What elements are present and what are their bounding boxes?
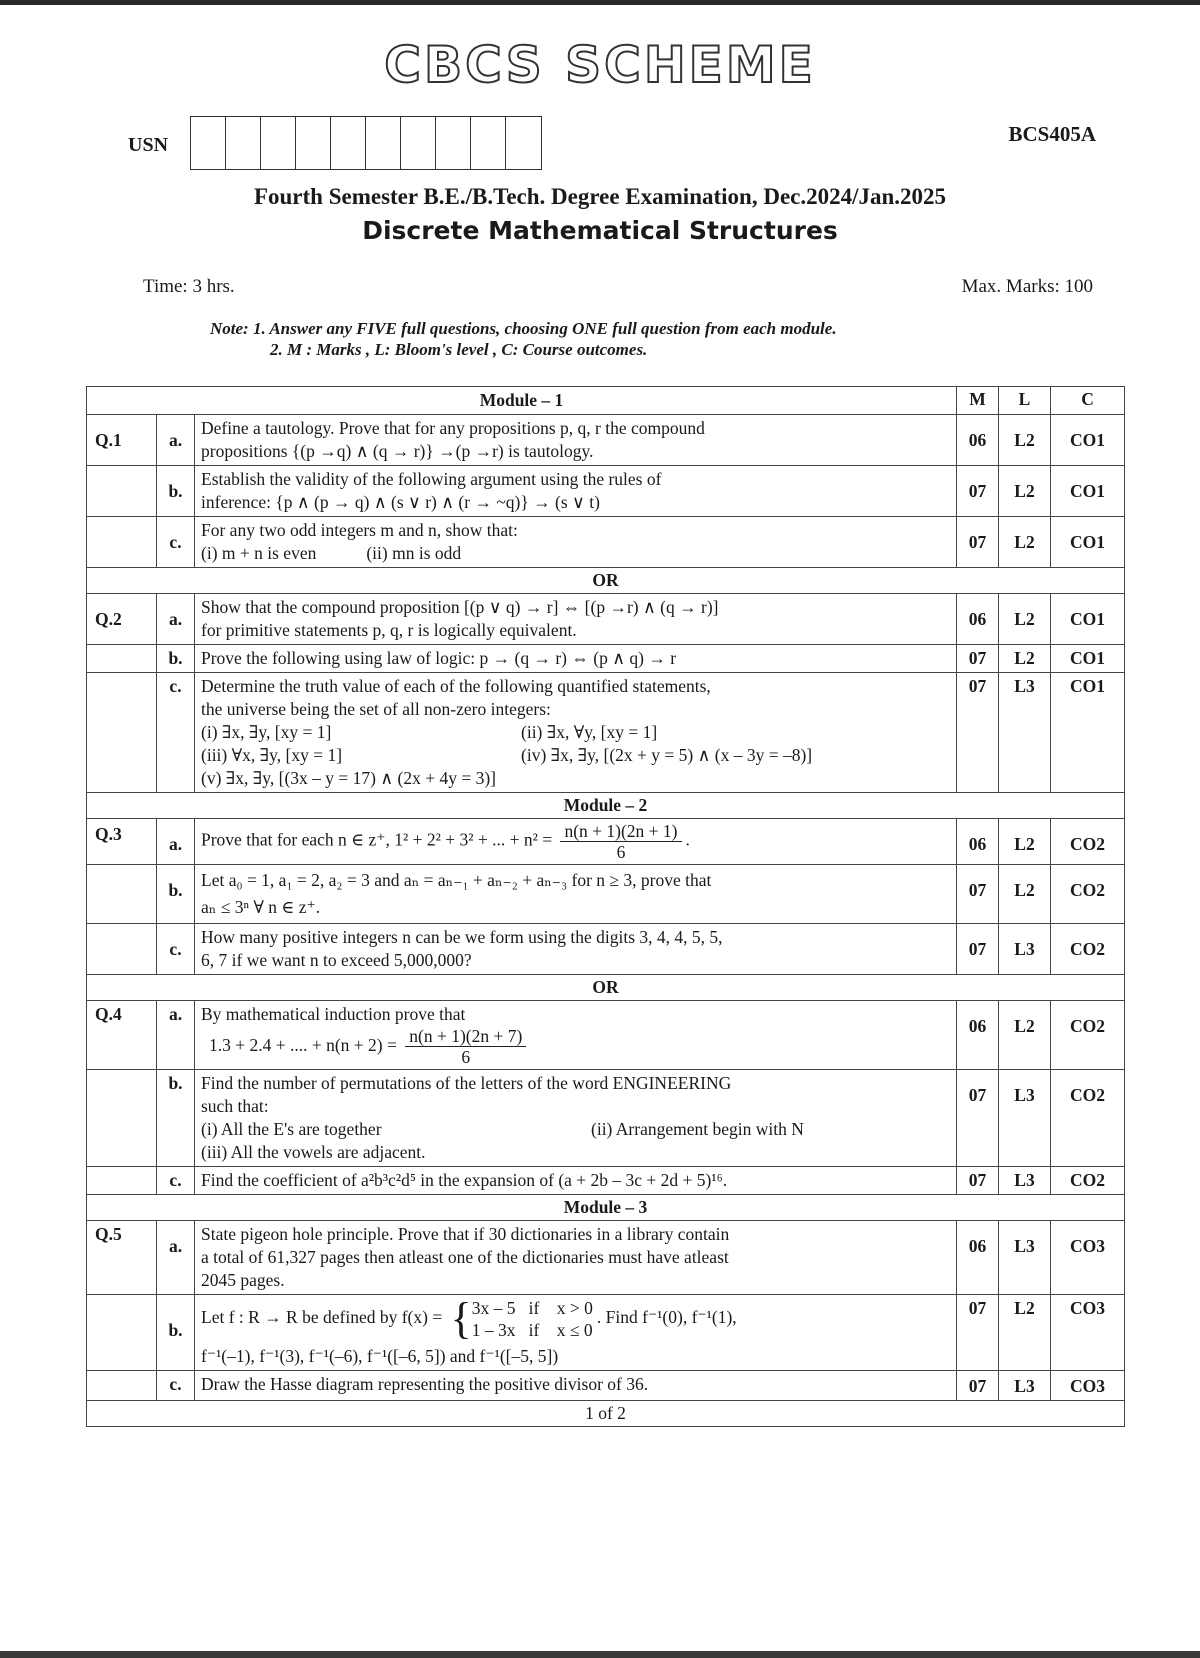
question-row xyxy=(87,1001,1125,1070)
fraction-numerator: n(n + 1)(2n + 7) xyxy=(405,1026,526,1047)
text-line: 1.3 + 2.4 + .... + n(n + 2) = xyxy=(209,1034,397,1055)
question-text xyxy=(195,865,957,924)
scan-bottom-edge xyxy=(0,1651,1200,1658)
question-row xyxy=(87,517,1125,568)
question-row xyxy=(87,819,1125,865)
part-label: c. xyxy=(157,517,195,568)
marks-value: 07 xyxy=(957,1167,999,1195)
outcome-value: CO2 xyxy=(1051,924,1125,975)
question-text: Prove the following using law of logic: p → (q → r) ⇔ (p ∧ q) → r xyxy=(195,645,957,673)
module-2-heading: Module – 2 xyxy=(87,793,1125,819)
usn-box xyxy=(226,117,261,169)
part-label: b. xyxy=(157,865,195,924)
marks-value: 06 xyxy=(957,594,999,645)
outcome-value: CO1 xyxy=(1051,594,1125,645)
text-line: Establish the validity of the following argument using the rules of xyxy=(201,469,662,489)
outcome-value: CO3 xyxy=(1051,1221,1125,1295)
marks-value: 07 xyxy=(957,517,999,568)
scan-top-edge xyxy=(0,0,1200,5)
outcome-value: CO2 xyxy=(1051,1167,1125,1195)
question-text xyxy=(195,466,957,517)
question-text xyxy=(195,1001,957,1070)
text-line: propositions {(p →q) ∧ (q → r)} →(p →r) is tautology. xyxy=(201,441,594,461)
usn-box xyxy=(261,117,296,169)
question-number: Q.1 xyxy=(87,415,157,466)
subject-code: BCS405A xyxy=(1008,122,1096,146)
outcome-value: CO2 xyxy=(1051,1001,1125,1070)
marks-value: 07 xyxy=(957,466,999,517)
part-label: b. xyxy=(157,1070,195,1167)
scheme-banner: CBCS SCHEME xyxy=(384,36,816,94)
sub-item: (i) m + n is even xyxy=(201,543,317,563)
question-text xyxy=(195,1070,957,1167)
text-line: a total of 61,327 pages then atleast one of the dictionaries must have atleast xyxy=(201,1247,729,1267)
question-row xyxy=(87,673,1125,793)
text-line: the universe being the set of all non-zero integers: xyxy=(201,699,551,719)
part-label: c. xyxy=(157,1167,195,1195)
usn-box xyxy=(296,117,331,169)
outcome-value: CO1 xyxy=(1051,415,1125,466)
level-value: L3 xyxy=(999,1167,1051,1195)
part-label: a. xyxy=(157,1001,195,1070)
text-line: for primitive statements p, q, r is logically equivalent. xyxy=(201,620,577,640)
text-line: Find the number of permutations of the letters of the word ENGINEERING xyxy=(201,1073,732,1093)
marks-value: 06 xyxy=(957,415,999,466)
marks-value: 07 xyxy=(957,865,999,924)
marks-value: 07 xyxy=(957,673,999,793)
subject-title: Discrete Mathematical Structures xyxy=(362,216,838,245)
text-end: . xyxy=(685,829,690,850)
text-line: Define a tautology. Prove that for any propositions p, q, r the compound xyxy=(201,418,705,438)
level-value: L3 xyxy=(999,1221,1051,1295)
question-text xyxy=(195,517,957,568)
text-line: Prove that for each n ∈ z⁺, 1² + 2² + 3² + ... + n² = xyxy=(201,829,553,850)
usn-box xyxy=(366,117,401,169)
part-label: c. xyxy=(157,924,195,975)
outcome-value: CO1 xyxy=(1051,673,1125,793)
case-line: 3x – 5 if x > 0 xyxy=(471,1298,593,1318)
level-value: L3 xyxy=(999,1371,1051,1401)
fraction xyxy=(405,1026,526,1067)
level-value: L2 xyxy=(999,865,1051,924)
question-row xyxy=(87,466,1125,517)
part-label: b. xyxy=(157,645,195,673)
case-line: 1 – 3x if x ≤ 0 xyxy=(471,1320,593,1340)
outcome-value: CO2 xyxy=(1051,819,1125,865)
outcome-value: CO1 xyxy=(1051,517,1125,568)
question-number: Q.5 xyxy=(87,1221,157,1295)
question-number: Q.4 xyxy=(87,1001,157,1070)
usn-box xyxy=(331,117,366,169)
text-line: State pigeon hole principle. Prove that if 30 dictionaries in a library contain xyxy=(201,1224,730,1244)
module-3-heading: Module – 3 xyxy=(87,1195,1125,1221)
part-label: c. xyxy=(157,1371,195,1401)
question-text xyxy=(195,1221,957,1295)
level-value: L2 xyxy=(999,517,1051,568)
question-text xyxy=(195,924,957,975)
piecewise-function xyxy=(450,1294,593,1343)
marks-value: 07 xyxy=(957,924,999,975)
fraction-numerator: n(n + 1)(2n + 1) xyxy=(560,821,681,842)
exam-title: Fourth Semester B.E./B.Tech. Degree Examination, Dec.2024/Jan.2025 xyxy=(253,184,947,209)
text-line: inference: {p ∧ (p → q) ∧ (s ∨ r) ∧ (r → ~q)} → (s ∨ t) xyxy=(201,492,600,512)
usn-box xyxy=(436,117,471,169)
question-row xyxy=(87,1221,1125,1295)
question-row xyxy=(87,1070,1125,1167)
question-text xyxy=(195,1295,957,1371)
question-text xyxy=(195,415,957,466)
question-number: Q.2 xyxy=(87,594,157,645)
question-row xyxy=(87,645,1125,673)
text-line: . Find f⁻¹(0), f⁻¹(1), xyxy=(596,1307,737,1328)
marks-value: 07 xyxy=(957,645,999,673)
level-value: L2 xyxy=(999,415,1051,466)
col-header-level: L xyxy=(999,387,1051,415)
fraction-denominator: 6 xyxy=(616,842,626,862)
text-line: Let a₀ = 1, a₁ = 2, a₂ = 3 and aₙ = aₙ₋₁ + aₙ₋₂ + aₙ₋₃ for n ≥ 3, prove that xyxy=(201,870,712,890)
part-label: a. xyxy=(157,415,195,466)
outcome-value: CO3 xyxy=(1051,1371,1125,1401)
usn-box xyxy=(401,117,436,169)
sub-item: (i) ∃x, ∃y, [xy = 1] xyxy=(201,722,332,742)
col-header-marks: M xyxy=(957,387,999,415)
text-line: For any two odd integers m and n, show that: xyxy=(201,520,518,540)
text-line: Show that the compound proposition [(p ∨ q) → r] ⇔ [(p →r) ∧ (q → r)] xyxy=(201,597,719,617)
text-line: Determine the truth value of each of the following quantified statements, xyxy=(201,676,711,696)
question-row xyxy=(87,865,1125,924)
level-value: L2 xyxy=(999,594,1051,645)
level-value: L2 xyxy=(999,819,1051,865)
question-row xyxy=(87,1371,1125,1401)
level-value: L2 xyxy=(999,466,1051,517)
question-text xyxy=(195,594,957,645)
sub-item: (ii) Arrangement begin with N xyxy=(591,1119,804,1139)
question-row xyxy=(87,415,1125,466)
text-line: aₙ ≤ 3ⁿ ∀ n ∈ z⁺. xyxy=(201,897,321,917)
exam-duration: Time: 3 hrs. xyxy=(143,276,235,297)
outcome-value: CO2 xyxy=(1051,1070,1125,1167)
col-header-outcome: C xyxy=(1051,387,1125,415)
text-line: 2045 pages. xyxy=(201,1270,285,1290)
sub-item: (i) All the E's are together xyxy=(201,1119,382,1139)
marks-value: 06 xyxy=(957,1001,999,1070)
question-row xyxy=(87,924,1125,975)
question-row xyxy=(87,594,1125,645)
part-label: b. xyxy=(157,466,195,517)
usn-box xyxy=(471,117,506,169)
marks-value: 06 xyxy=(957,819,999,865)
text-line: How many positive integers n can be we form using the digits 3, 4, 4, 5, 5, xyxy=(201,927,723,947)
text-line: 6, 7 if we want n to exceed 5,000,000? xyxy=(201,950,472,970)
level-value: L3 xyxy=(999,673,1051,793)
level-value: L3 xyxy=(999,1070,1051,1167)
text-line: such that: xyxy=(201,1096,269,1116)
part-label: c. xyxy=(157,673,195,793)
outcome-value: CO3 xyxy=(1051,1295,1125,1371)
sub-item: (iii) ∀x, ∃y, [xy = 1] xyxy=(201,745,343,765)
note-line-1: Note: 1. Answer any FIVE full questions, choosing ONE full question from each module. xyxy=(210,319,837,338)
sub-item: (v) ∃x, ∃y, [(3x – y = 17) ∧ (2x + 4y = 3)] xyxy=(201,768,497,788)
sub-item: (iv) ∃x, ∃y, [(2x + y = 5) ∧ (x – 3y = –8)] xyxy=(521,745,813,765)
page-number: 1 of 2 xyxy=(87,1401,1125,1427)
sub-item: (iii) All the vowels are adjacent. xyxy=(201,1142,426,1162)
text-line: f⁻¹(–1), f⁻¹(3), f⁻¹(–6), f⁻¹([–6, 5]) and f⁻¹([–5, 5]) xyxy=(201,1346,559,1366)
question-text: Find the coefficient of a²b³c²d⁵ in the expansion of (a + 2b – 3c + 2d + 5)¹⁶. xyxy=(195,1167,957,1195)
outcome-value: CO2 xyxy=(1051,865,1125,924)
usn-label: USN xyxy=(128,134,169,156)
fraction xyxy=(560,821,681,862)
question-text: Draw the Hasse diagram representing the positive divisor of 36. xyxy=(195,1371,957,1401)
question-text xyxy=(195,819,957,865)
module-1-heading: Module – 1 xyxy=(87,387,957,415)
level-value: L2 xyxy=(999,1001,1051,1070)
marks-value: 07 xyxy=(957,1295,999,1371)
outcome-value: CO1 xyxy=(1051,645,1125,673)
part-label: a. xyxy=(157,594,195,645)
note-line-2: 2. M : Marks , L: Bloom's level , C: Course outcomes. xyxy=(270,340,648,359)
part-label: b. xyxy=(157,1295,195,1371)
sub-item: (ii) mn is odd xyxy=(366,543,462,563)
usn-boxes xyxy=(190,116,542,170)
left-brace: { xyxy=(450,1294,472,1343)
fraction-denominator: 6 xyxy=(461,1047,471,1067)
marks-value: 06 xyxy=(957,1221,999,1295)
marks-value: 07 xyxy=(957,1371,999,1401)
question-number: Q.3 xyxy=(87,819,157,865)
instructions-note xyxy=(210,318,837,360)
level-value: L3 xyxy=(999,924,1051,975)
max-marks: Max. Marks: 100 xyxy=(961,276,1093,297)
question-row xyxy=(87,1167,1125,1195)
or-divider: OR xyxy=(87,568,1125,594)
usn-box xyxy=(506,117,541,169)
question-table xyxy=(86,386,1125,1427)
outcome-value: CO1 xyxy=(1051,466,1125,517)
marks-value: 07 xyxy=(957,1070,999,1167)
question-row xyxy=(87,1295,1125,1371)
part-label: a. xyxy=(157,819,195,865)
sub-item: (ii) ∃x, ∀y, [xy = 1] xyxy=(521,722,658,742)
or-divider: OR xyxy=(87,975,1125,1001)
level-value: L2 xyxy=(999,645,1051,673)
usn-box xyxy=(191,117,226,169)
question-text xyxy=(195,673,957,793)
part-label: a. xyxy=(157,1221,195,1295)
text-line: Let f : R → R be defined by f(x) = xyxy=(201,1307,443,1328)
text-line: By mathematical induction prove that xyxy=(201,1004,466,1024)
level-value: L2 xyxy=(999,1295,1051,1371)
